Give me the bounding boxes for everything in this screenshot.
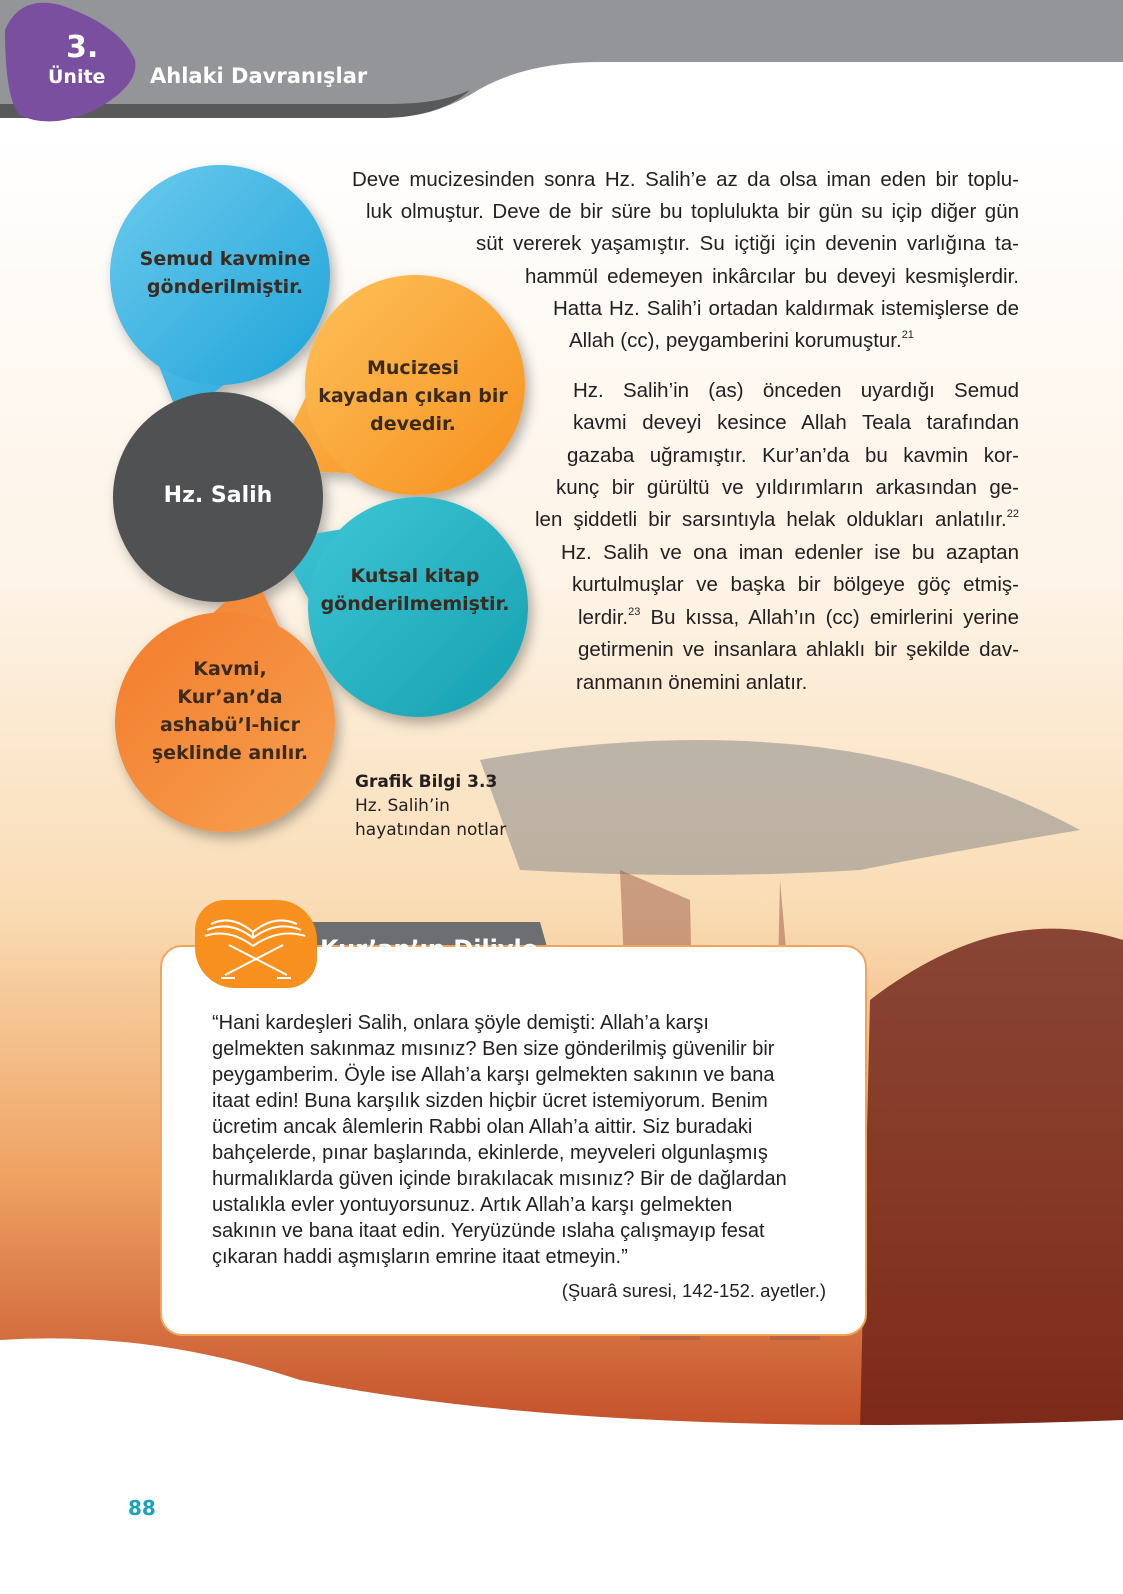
- text-line: Deve mucizesinden sonra Hz. Salih’e az da olsa iman eden bir toplu-: [352, 168, 1019, 191]
- petal-text-kavim: Kavmi, Kur’an’da ashabü’l-hicr şeklinde anılır.: [151, 658, 309, 764]
- text-line: getirmenin ve insanlara ahlaklı bir şekilde dav-: [578, 638, 1019, 661]
- footnote-ref: 21: [901, 329, 914, 341]
- page-number: 88: [128, 1496, 156, 1520]
- text-line: gazaba uğramıştır. Kur’an’da bu kavmin kor-: [567, 444, 1019, 467]
- chapter-title: Ahlaki Davranışlar: [150, 64, 368, 88]
- text-line: Hz. Salih’in (as) önceden uyardığı Semud: [573, 379, 1019, 402]
- text-line: Hz. Salih ve ona iman edenler ise bu azaptan: [561, 541, 1019, 564]
- quote-line: hurmalıklarda güven içinde bırakılacak mısınız? Bir de dağlardan: [212, 1168, 787, 1190]
- quote-line: itaat edin! Buna karşılık sizden hiçbir ücret istemiyorum. Benim: [212, 1090, 768, 1112]
- caption-line: Hz. Salih’in: [355, 796, 450, 816]
- text-line: kunç bir gürültü ve yıldırımların arkasından ge-: [556, 476, 1019, 499]
- text-line: lerdir.$^{23}$ Bu kıssa, Allah’ın (cc) emirlerini yerine: [578, 606, 1019, 629]
- text-line: Hatta Hz. Salih’i ortadan kaldırmak istemişlerse de: [553, 297, 1019, 320]
- caption-line: hayatından notlar: [355, 820, 507, 840]
- quran-box-title: Kur’an’ın Diliyle: [320, 935, 539, 963]
- text-line: süt vererek yaşamıştır. Su içtiği için devenin varlığına ta-: [476, 232, 1019, 255]
- unit-number: 3.: [66, 30, 99, 65]
- figures-silhouette: [860, 929, 1123, 1430]
- footnote-ref: 23: [628, 606, 641, 618]
- quote-line: “Hani kardeşleri Salih, onlara şöyle demişti: Allah’a karşı: [212, 1012, 709, 1034]
- quote-line: bahçelerde, pınar başlarında, ekinlerde, meyveleri olgunlaşmış: [212, 1142, 768, 1164]
- quote-line: gelmekten sakınmaz mısınız? Ben size gönderilmiş güvenilir bir: [212, 1038, 775, 1060]
- text-line: len şiddetli bir sarsıntıyla helak oldukları anlatılır.$^{22}$: [535, 508, 1019, 531]
- text-line: kurtulmuşlar ve başka bir bölgeye göç etmiş-: [572, 573, 1019, 596]
- header-band: [0, 0, 1123, 118]
- petal-text-kitap: Kutsal kitap gönderilmemiştir.: [320, 565, 510, 615]
- quote-citation: (Şuarâ suresi, 142-152. ayetler.): [561, 1280, 826, 1301]
- caption-title: Grafik Bilgi 3.3: [355, 772, 498, 792]
- text-line: Allah (cc), peygamberini korumuştur.$^{21}$: [569, 329, 914, 352]
- quran-book-icon: [195, 900, 317, 988]
- text-line: kavmi deveyi kesince Allah Teala tarafından: [573, 411, 1019, 434]
- footnote-ref: 22: [1006, 508, 1019, 520]
- text-line: luk olmuştur. Deve de bir süre bu toplulukta bir gün su içip diğer gün: [366, 200, 1019, 223]
- quote-line: peygamberim. Öyle ise Allah’a karşı gelmekten sakının ve bana: [212, 1064, 775, 1086]
- center-label: Hz. Salih: [163, 483, 273, 508]
- unit-label: Ünite: [48, 66, 106, 88]
- petal-text-mucize: Mucizesi kayadan çıkan bir devedir.: [318, 357, 508, 435]
- quote-line: ustalıkla evler yontuyorsunuz. Artık Allah’a karşı gelmekten: [212, 1194, 733, 1216]
- quote-line: çıkaran haddi aşmışların emrine itaat etmeyin.”: [212, 1246, 628, 1268]
- quote-line: ücretim ancak âlemlerin Rabbi olan Allah’a aittir. Siz buradaki: [212, 1116, 753, 1138]
- text-line: hammül edemeyen inkârcılar bu deveyi kesmişlerdir.: [525, 265, 1019, 288]
- petal-text-semud: Semud kavmine gönderilmiştir.: [139, 248, 311, 298]
- text-line: ranmanın önemini anlatır.: [576, 671, 808, 694]
- quote-line: sakının ve bana itaat edin. Yeryüzünde ıslaha çalışmayıp fesat: [212, 1220, 765, 1242]
